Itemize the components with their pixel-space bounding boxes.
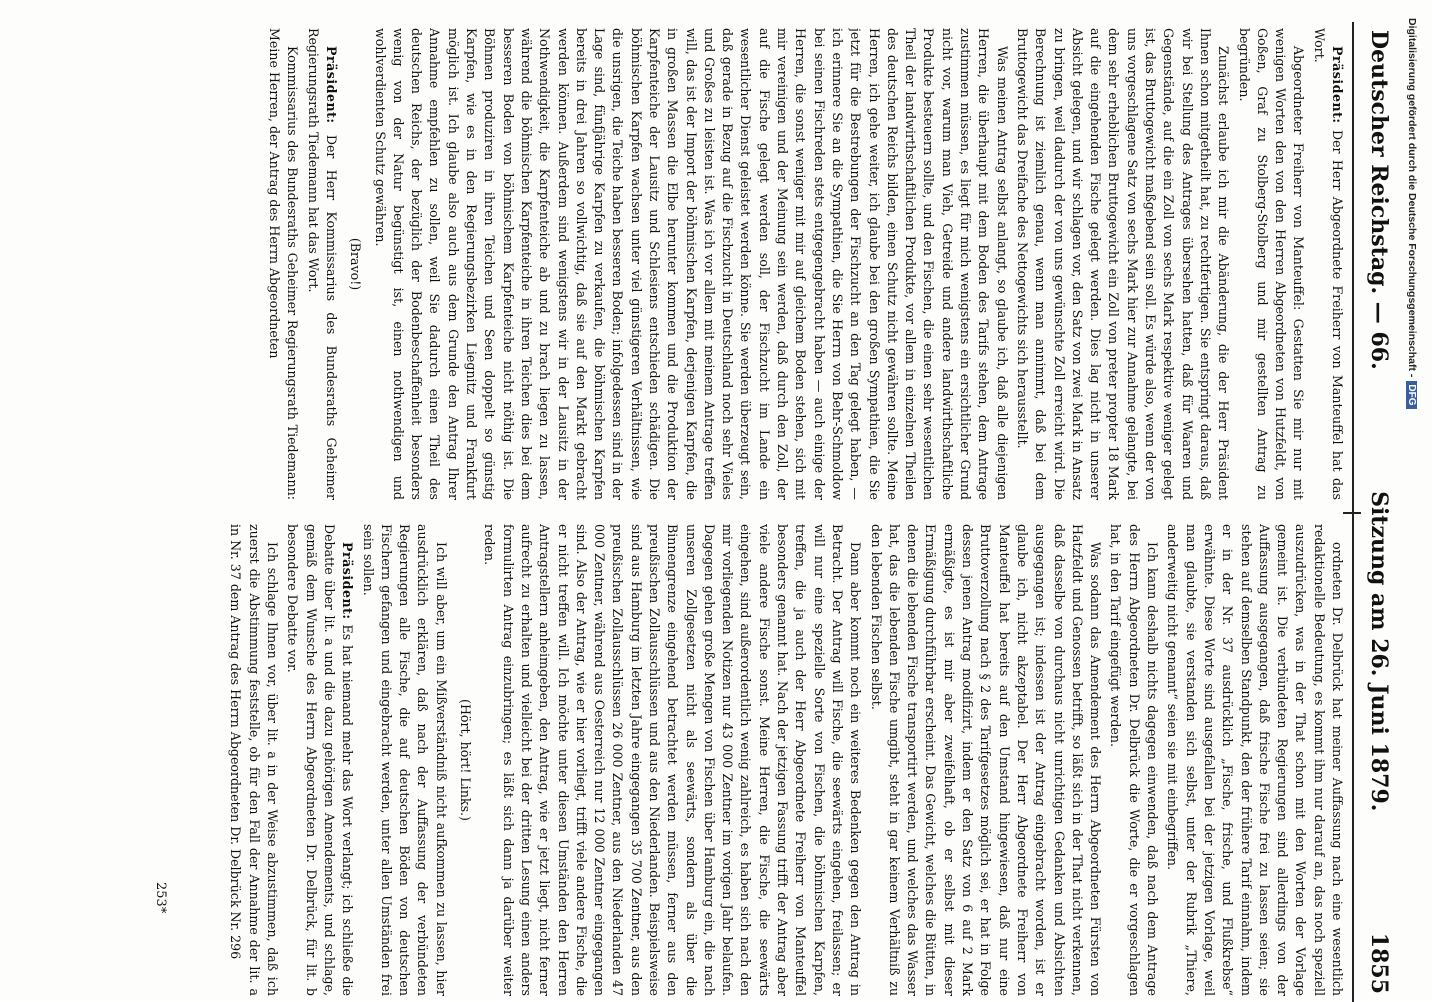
paragraph-text: Ich kann deshalb nichts dagegen einwenden, daß nach dem Antrage des Herrn Abgeordneten Dr. Delbrück die Worte, die er vorgeschlagen hat, in den Tarif eingefügt werden.	[1108, 524, 1161, 996]
speaker-label: Präsident:	[1330, 46, 1345, 124]
dfg-logo: DFG	[1406, 381, 1417, 408]
paragraph	[456, 524, 474, 996]
paragraph-text: Dann aber kommt noch ein weiteres Bedenken gegen den Antrag in Betracht. Der Antrag will Fische, die seewärts eingehen, freilassen; er will nur eine spezielle Sorte von Fischen, die böhmischen Karpfen, treffen, die ja auch der Herr Abgeordnete Freiherr von Manteuffel besonders genannt hat. Nach der jetzigen Fassung trifft der Antrag aber viele andere Fische sonst. Meine Herren, die Fische, die seewärts eingehen, sind außerordentlich wenig zahlreich, es haben sich nach den mir vorliegenden Notizen nur 43 000 Zentner im vorigen Jahr belaufen. Dagegen gehen große Mengen von Fischen über Hamburg ein, die nach unseren Zollgesetzen nicht als seewärts, sondern als über die Binnengrenze eingehend betrachtet werden müssen, ferner aus den preußischen Zollausschlüssen und aus den Niederlanden. Beispielsweise sind aus Hamburg im letzten Jahre eingegangen 35 700 Zentner, aus den preußischen Zollausschlüssen 26 000 Zentner, aus den Niederlanden 47 000 Zentner, während aus Oesterreich nur 12 000 Zentner eingegangen sind. Also der Antrag, wie er hier vorliegt, trifft viele andere Fische, die er nicht treffen will. Ich möchte unter diesen Umständen den Herren Antragstellern anheimgeben, den Antrag, wie er jetzt liegt, nicht ferner aufrecht zu erhalten und vielleicht bei der dritten Lesung einen anders formulirten Antrag einzubringen; es läßt sich dann ja darüber weiter reden.	[482, 524, 864, 996]
paragraph	[1234, 28, 1307, 500]
header-session-date: Sitzung am 26. Juni 1879.	[1366, 491, 1392, 812]
paragraph-text: Es hat niemand mehr das Wort verlangt; ich schließe die Debatte über lit. a und die dazu gehörigen Amendements, und schlage, gemäß dem Wunsche des Herrn Abgeordneten Dr. Delbrück, für lit. b besondere Debatte vor.	[285, 524, 356, 996]
paragraph-text: (Hört, hört! Links.)	[458, 699, 474, 821]
speaker-label: Präsident:	[323, 46, 339, 124]
digitization-credit	[1406, 18, 1418, 988]
paragraph	[370, 28, 1010, 500]
page-header	[1356, 30, 1402, 994]
paragraph	[265, 28, 302, 500]
paragraph	[1013, 28, 1233, 500]
paragraph-text: Kommissarius des Bundesraths Geheimer Regierungsrath Tiedemann: Meine Herren, der Antrag des Herrn Abgeordneten	[267, 28, 301, 500]
paragraph-text: Ich will aber, um ein Mißverständniß nicht aufkommen zu lassen, hier ausdrücklich erklären, daß nach der Auffassung der verbündeten Regierungen alle Fische, die auf deutschen Böden von deutschen Fischern gefangen und eingebracht werden, unter allen Umständen frei sein sollen.	[360, 524, 449, 996]
paragraph	[1309, 28, 1346, 500]
header-rule	[1352, 22, 1354, 1002]
header-page-number: 1855	[1366, 932, 1392, 994]
paragraph-text: Der Herr Kommissarius des Bundesraths Geheimer Regierungsrath Tiedemann hat das Wort.	[305, 28, 339, 500]
paragraph-text: Ich schlage Ihnen vor, über lit. a in der Weise abzustimmen, daß ich zuerst die Abstimmung feststelle, ob für den Fall der Annahme der lit. a in Nr. 37 dem Antrag des Herrn Abgeordneten Dr. Delbrück Nr. 296	[228, 524, 281, 996]
paragraph	[283, 524, 356, 996]
speaker-label: Präsident:	[340, 542, 356, 620]
paragraph-text: (Bravo!)	[348, 237, 364, 291]
text-column-right	[46, 524, 1346, 996]
credit-text: Digitalisierung gefördert durch die Deutsche Forschungsgemeinschaft -	[1406, 18, 1418, 378]
paragraph-text: Abgeordneter Freiherr von Manteuffel: Gestatten Sie mir nur mit wenigen Worten den von den Herren Abgeordneten von Hutzfeldt, von Goßen, Graf zu Stolberg-Stolberg und mir gestellten Antrag zu begründen.	[1236, 28, 1307, 500]
rotated-page-content	[32, 22, 1402, 1002]
paragraph-text: Der Herr Abgeordnete Freiherr von Manteuffel hat das Wort.	[1311, 28, 1345, 500]
paragraph	[303, 28, 340, 500]
paragraph-text: Zunächst erlaube ich mir die Abänderung, die der Herr Präsident Ihnen schon mitgetheilt hat, zu rechtfertigen. Sie entspringt daraus, daß wir bei Stellung des Antrages übersehen hatten, daß für Waaren und Gegenstände, auf die ein Zoll von sechs Mark respektive weniger gelegt ist, das Bruttogewicht maßgebend sein soll. Es würde also, wenn der von uns vorgeschlagene Satz von sechs Mark hier zur Annahme gelangte, bei dem sehr erheblichen Bruttogewicht ein Zoll von preter propter 18 Mark auf die eingehenden Fische gelegt werden. Dies lag nicht in unserer Absicht gelegen, und wir schlagen vor, den Satz von zwei Mark in Ansatz zu bringen, weil dadurch der von uns gewünschte Zoll erreicht wird. Die Berechnung ist ziemlich genau, wenn man annimmt, daß bei dem Bruttogewicht das Dreifache des Nettogewichts sich herausstellt.	[1014, 28, 1232, 500]
paragraph	[1106, 524, 1161, 996]
paragraph-text: ordneten Dr. Delbrück hat meiner Auffassung nach eine wesentlich redaktionelle Bedeutung, es kommt ihm nur darauf an, das noch speziell auszudrücken, was in der That schon mit den Worten der Vorlage gemeint ist. Die verbündeten Regierungen sind allerdings von der Auffassung ausgegangen, daß frische Fische frei zu lassen seien; sie stehen auf demselben Standpunkt, den der frühere Tarif einnahm, indem er in der Nr. 37 ausdrücklich „Fische, frische, und Flußkrebse“ erwähnte. Diese Worte sind ausgefallen bei der jetzigen Vorlage, weil man glaubte, sie verstanden sich selbst, unter der Rubrik „Thiere, anderweitig nicht genannt“ seien sie mit einbegriffen.	[1165, 524, 1345, 996]
paragraph	[346, 28, 364, 500]
paragraph-text: Was sodann das Amendement des Herrn Abgeordneten Fürsten von Hatzfeldt und Genossen betrifft, so läßt sich in der That nicht verkennen, daß dasselbe von durchaus nicht unrichtigen Gedanken und Absichten ausgegangen ist; indessen ist der Antrag eingebracht worden, ist er glaube ich, nicht akzeptabel. Der Herr Abgeordnete Freiherr von Manteuffel hat bereits auf den Umstand hingewiesen, daß nur eine Bruttoverzollung nach § 2 des Tarifgesetzes möglich sei, er hat in Folge dessen jenen Antrag modifizirt, indem er den Satz von 6 auf 2 Mark ermäßigte, es ist mir aber zweifelhaft, ob er selbst mit dieser Ermäßigung durchführbar erscheint. Das Gewicht, welches die Bütten, in denen die lebenden Fische transportirt werden, und welches das Wasser hat, das die lebenden Fische umgibt, steht in gar keinem Verhältniß zu den lebenden Fischen selbst.	[868, 524, 1104, 996]
header-journal-title: Deutscher Reichstag. — 66.	[1366, 30, 1392, 370]
paragraph	[358, 524, 449, 996]
paragraph-text: Was meinen Antrag selbst anlangt, so glaube ich, daß alle diejenigen Herren, die überhaupt mit dem Boden des Tarifs stehen, dem Antrage zustimmen müssen, es liegt für mich wenigstens ein ersichtlicher Grund nicht vor, warum man Vieh, Getreide und andere landwirthschaftliche Produkte besteuern sollte, und den Fischen, die einen sehr wesentlichen Theil der landwirthschaftlichen Produkte, vor allem in einzelnen Theilen des deutschen Reichs bilden, einen Schutz nicht gewähren sollte. Meine Herren, ich gehe weiter, ich glaube bei den großen Sympathien, die Sie jetzt für die Bestrebungen der Fischzucht an den Tag gelegt haben, — ich erinnere Sie an die Sympathien, die Sie Herrn von Behr-Schmoldow bei seinen Fischreden stets entgegengebracht haben — auch einige der Herren, die sonst weniger mit mir auf gleichem Boden stehen, sich mit mir vereinigen und der Meinung sein werden, daß durch den Zoll, der auf die Fische gelegt werden soll, der Fischzucht im Lande ein wesentlicher Dienst geleistet werden könne. Sie werden überzeugt sein, daß gerade in Bezug auf die Fischzucht in Deutschland noch sehr Vieles und Großes zu leisten ist. Was ich vor allem mit meinem Antrage treffen will, das ist der Import der böhmischen Karpfen, derjenigen Karpfen, die in großen Massen die Elbe herunter kommen und die Produktion der Karpfenteiche der Lausitz und Schlesiens entschieden schädigen. Die böhmischen Karpfen wachsen unter viel günstigeren Verhältnissen, wie die unsrigen, die Teiche haben besseren Boden; infolgedessen sind in der Lage sind, fünfjährige Karpfen zu verkaufen, die böhmischen Karpfen bereits in drei Jahren so vollwichtig, daß sie auf den Markt gebracht werden können. Außerdem sind wenigstens wir in der Lausitz in der Nothwendigkeit, die Karpfenteiche ab und zu brach liegen zu lassen, während die böhmischen Karpfenteiche in ihren Teichen dies bei dem besseren Boden von böhmischem Karpfenteiche nicht nöthig ist. Die Böhmen produziren in ihren Teichen und Seen doppelt so günstig Karpfen, wie es in den Regierungsbezirken Liegnitz und Frankfurt möglich ist. Ich glaube also auch aus dem Grunde den Antrag Ihrer Annahme empfehlen zu sollen, weil Sie dadurch einen Theil des deutschen Reichs, der bezüglich der Bodenbeschaffenheit besonders wenig von der Natur begünstigt ist, einen nothwendigen und wohlverdienten Schutz gewähren.	[372, 28, 1010, 500]
text-column-left	[46, 28, 1346, 500]
paragraph	[480, 524, 864, 996]
paragraph	[1163, 524, 1346, 996]
paragraph	[866, 524, 1104, 996]
signature-mark: 253*	[153, 882, 168, 914]
paragraph	[226, 524, 281, 996]
